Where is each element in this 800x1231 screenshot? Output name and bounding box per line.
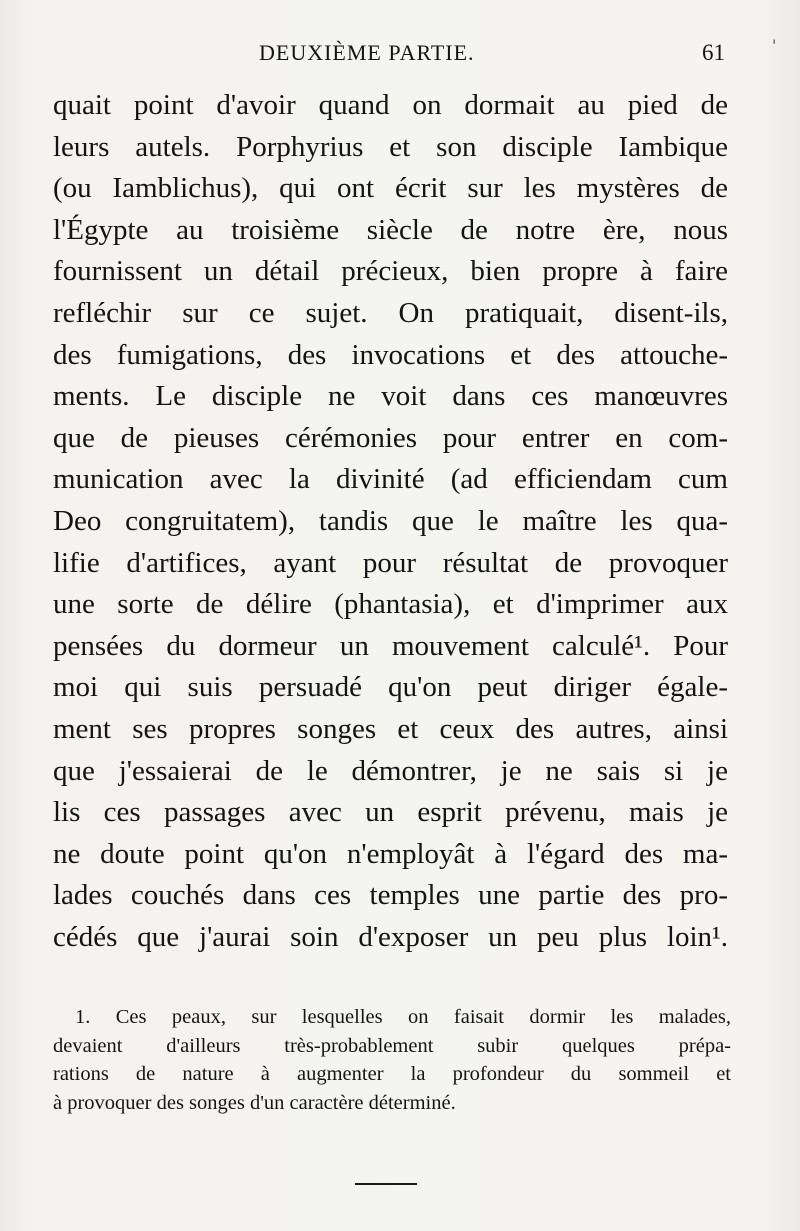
text-line: que de pieuses cérémonies pour entrer en com- bbox=[53, 421, 728, 454]
footnote bbox=[53, 1003, 731, 1117]
text-line: ments. Le disciple ne voit dans ces manœuvres bbox=[53, 380, 728, 413]
text-line: l'Égypte au troisième siècle de notre ère, nous bbox=[53, 213, 728, 246]
text-line: cédés que j'aurai soin d'exposer un peu plus loin¹. bbox=[53, 920, 728, 953]
text-line: ne doute point qu'on n'employât à l'égard des ma- bbox=[53, 837, 728, 870]
text-line: une sorte de délire (phantasia), et d'imprimer aux bbox=[53, 588, 728, 621]
text-line: leurs autels. Porphyrius et son disciple Iambique bbox=[53, 130, 728, 163]
text-line: pensées du dormeur un mouvement calculé¹. Pour bbox=[53, 629, 728, 662]
closing-rule bbox=[355, 1183, 417, 1185]
text-line: lades couchés dans ces temples une partie des pro- bbox=[53, 879, 728, 912]
text-line: ment ses propres songes et ceux des autres, ainsi bbox=[53, 712, 728, 745]
text-line: munication avec la divinité (ad efficiendam cum bbox=[53, 463, 728, 496]
text-line: que j'essaierai de le démontrer, je ne sais si je bbox=[53, 754, 728, 787]
margin-mark: ' bbox=[772, 36, 777, 55]
text-line: moi qui suis persuadé qu'on peut diriger égale- bbox=[53, 671, 728, 704]
text-line: des fumigations, des invocations et des attouche- bbox=[53, 338, 728, 371]
running-title: DEUXIÈME PARTIE. bbox=[259, 40, 475, 65]
text-line: Deo congruitatem), tandis que le maître les qua- bbox=[53, 504, 728, 537]
footnote-line: 1. Ces peaux, sur lesquelles on faisait dormir les malades, bbox=[75, 1006, 731, 1028]
text-line: quait point d'avoir quand on dormait au pied de bbox=[53, 89, 728, 121]
footnote-line: devaient d'ailleurs très-probablement subir quelques prépa- bbox=[53, 1034, 731, 1057]
footnote-line: à provoquer des songes d'un caractère déterminé. bbox=[53, 1091, 456, 1114]
footnote-line: rations de nature à augmenter la profondeur du sommeil et bbox=[53, 1063, 731, 1086]
page-header bbox=[53, 40, 725, 76]
text-line: (ou Iamblichus), qui ont écrit sur les mystères de bbox=[53, 172, 728, 205]
text-line: refléchir sur ce sujet. On pratiquait, disent-ils, bbox=[53, 296, 728, 329]
body-text bbox=[53, 85, 728, 958]
page-number: 61 bbox=[702, 40, 725, 65]
text-line: lifie d'artifices, ayant pour résultat de provoquer bbox=[53, 546, 728, 579]
text-line: lis ces passages avec un esprit prévenu, mais je bbox=[53, 796, 728, 829]
text-line: fournissent un détail précieux, bien propre à faire bbox=[53, 255, 728, 288]
